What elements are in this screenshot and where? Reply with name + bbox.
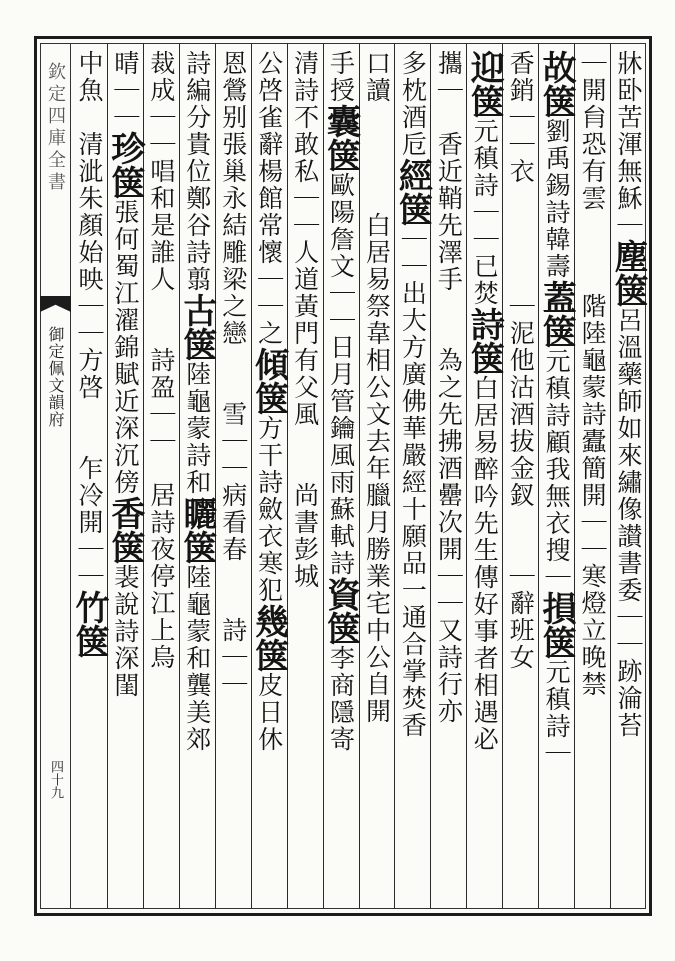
heading-char: 經: [392, 158, 433, 192]
heading-char: 香: [104, 496, 145, 530]
book-title: 御定佩文韻府: [46, 326, 65, 428]
text-run: ｜開䏍恐有雲 階陸龜蒙詩蠹簡開｜｜寒燈立晚禁: [578, 50, 608, 698]
heading-char: 資: [320, 577, 361, 611]
heading-char: 矖: [176, 496, 217, 530]
text-run: 歐陽詹文｜｜日月管鑰風雨: [326, 172, 356, 496]
heading-char: 箧: [536, 314, 577, 348]
heading-char: 箧: [536, 625, 577, 659]
text-run: ｜: [542, 564, 572, 591]
text-run: 多枕酒卮: [398, 50, 428, 158]
text-run: 皮日休: [254, 672, 284, 753]
text-run: 中魚 清泚朱顏始映｜｜方啓 乍冷開｜｜: [74, 50, 104, 590]
text-run: 方干詩斂衣寒犯: [254, 415, 284, 604]
heading-char: 故: [536, 50, 577, 84]
text-run: 牀卧苦渾無穌: [614, 50, 644, 212]
text-run: 陸龜蒙和龔美郊: [182, 564, 212, 753]
text-run: 白居易醉吟先生傳好事者相遇必: [470, 375, 500, 753]
text-run: 劉禹錫詩韓壽: [542, 118, 572, 280]
text-run: 香銷｜｜衣 ｜泥他沽酒拔金釵 ｜辭班女: [506, 50, 536, 671]
heading-char: 箧: [104, 530, 145, 564]
text-run: ｜: [614, 212, 644, 239]
heading-char: 箧: [608, 273, 649, 307]
heading-char: 迎: [464, 50, 505, 84]
text-run: 手授: [326, 50, 356, 104]
text-run: 恩鶯别張巢永結雕梁之戀 雪｜｜病看春 詩｜｜: [218, 50, 248, 698]
heading-char: 箧: [176, 530, 217, 564]
text-run: 元稹詩顧我無衣搜: [542, 348, 572, 564]
heading-char: 蓋: [536, 280, 577, 314]
heading-char: 箧: [248, 381, 289, 415]
heading-char: 箧: [68, 624, 109, 658]
heading-char: 幾: [248, 604, 289, 638]
heading-char: 箧: [320, 611, 361, 645]
text-run: 裴說詩深閨: [110, 564, 140, 699]
heading-char: 箧: [176, 327, 217, 361]
heading-char: 囊: [320, 104, 361, 138]
text-run: 口讀 白居易祭韋相公文去年臘月勝業宅中公自開: [362, 50, 392, 725]
heading-char: 箧: [536, 84, 577, 118]
text-run: 元稹詩｜｜已焚: [470, 118, 500, 307]
text-run: 蘇軾詩: [326, 496, 356, 577]
heading-char: 竹: [68, 590, 109, 624]
heading-char: 箧: [464, 84, 505, 118]
heading-char: 傾: [248, 347, 289, 381]
text-run: ｜｜出大方廣佛華嚴經十願品一通合掌焚香: [398, 226, 428, 739]
heading-char: 箧: [104, 165, 145, 199]
text-run: 公啓雀辭楊館常懷｜｜之: [254, 50, 284, 347]
heading-char: 古: [176, 293, 217, 327]
heading-char: 箧: [392, 192, 433, 226]
page-number: 四十九: [48, 760, 63, 799]
heading-char: 塵: [608, 239, 649, 273]
text-run: 詩編分貴位鄭谷詩翦: [182, 50, 212, 293]
text-run: 元稹詩｜: [542, 659, 572, 767]
text-run: 呂溫藥師如來繡像讃書委｜｜跡淪苔: [614, 307, 644, 739]
heading-char: 箧: [464, 341, 505, 375]
text-run: 裁成｜｜唱和是誰人 詩盈｜｜ 居詩夜停江上烏: [146, 50, 176, 671]
text-run: 晴｜｜: [110, 50, 140, 131]
text-run: 李商隱寄: [326, 645, 356, 753]
text-run: 清詩不敢私｜｜人道黃門有父風 尚書彭城: [290, 50, 320, 590]
text-run: 攜｜ 香近鞘先澤手 為之先拂酒罍次開｜｜又詩行亦: [434, 50, 464, 725]
collection-title: 欽定四庫全書: [45, 62, 66, 194]
text-column: [67, 50, 111, 902]
heading-char: 珍: [104, 131, 145, 165]
heading-char: 詩: [464, 307, 505, 341]
text-run: 張何蜀江濯錦賦近深沉傍: [110, 199, 140, 496]
heading-char: 箧: [248, 638, 289, 672]
heading-char: 損: [536, 591, 577, 625]
heading-char: 箧: [320, 138, 361, 172]
text-run: 陸龜蒙詩和: [182, 361, 212, 496]
